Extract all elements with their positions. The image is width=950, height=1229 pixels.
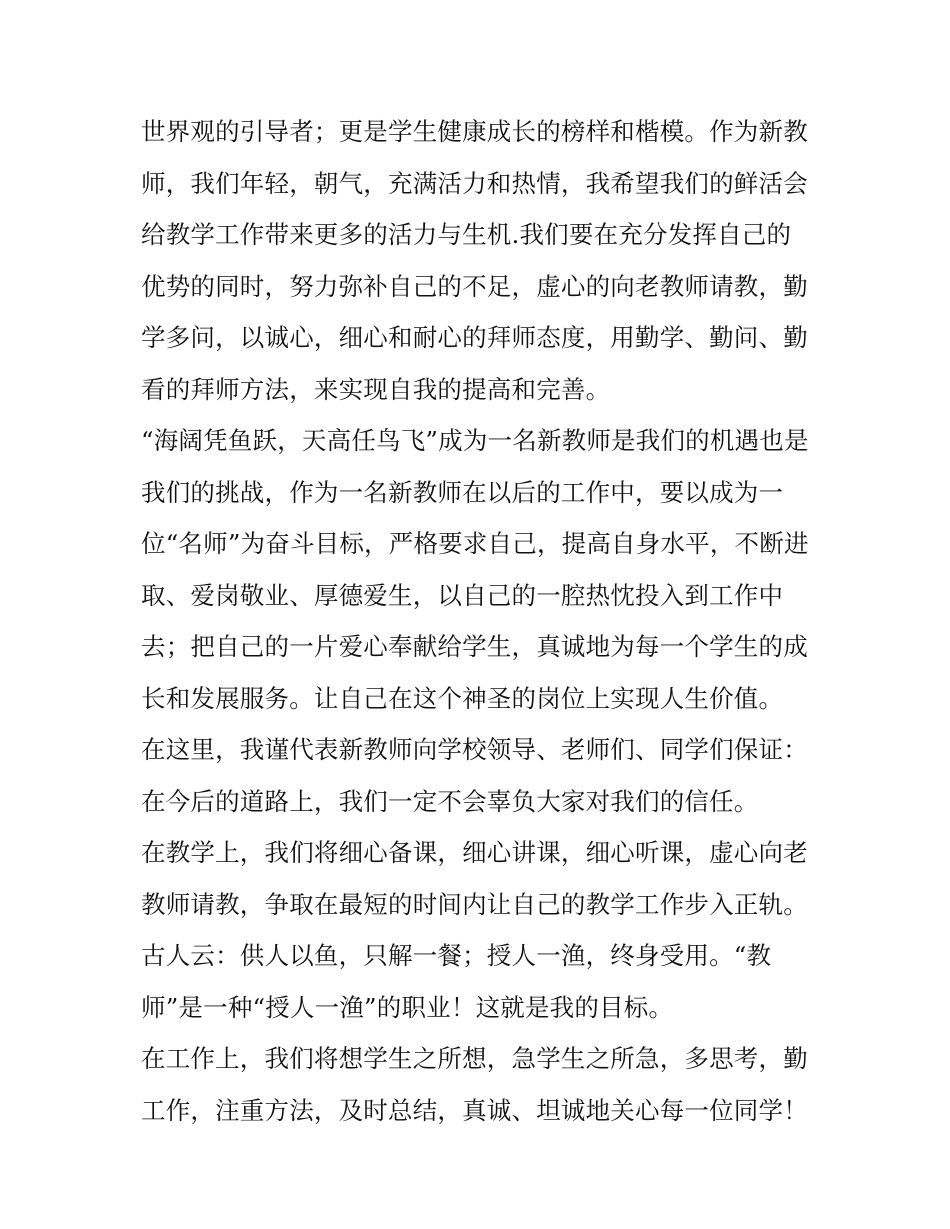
text-line: 长和发展服务。让自己在这个神圣的岗位上实现人生价值。: [141, 683, 784, 713]
text-line: 教师请教，争取在最短的时间内让自己的教学工作步入正轨。: [141, 889, 808, 919]
text-line: 我们的挑战，作为一名新教师在以后的工作中，要以成为一: [141, 477, 784, 507]
text-line: 在工作上，我们将想学生之所想，急学生之所急，多思考，勤: [141, 1044, 808, 1073]
text-line: 位“名师”为奋斗目标，严格要求自己，提高自身水平，不断进: [141, 529, 809, 558]
text-line: 在这里，我谨代表新教师向学校领导、老师们、同学们保证：: [141, 735, 808, 764]
text-line: 世界观的引导者；更是学生健康成长的榜样和楷模。作为新教: [141, 117, 808, 146]
text-line: 工作，注重方法，及时总结，真诚、坦诚地关心每一位同学！: [141, 1095, 808, 1125]
text-line: 师，我们年轻，朝气，充满活力和热情，我希望我们的鲜活会: [141, 168, 808, 198]
text-line: 学多问，以诚心，细心和耐心的拜师态度，用勤学、勤问、勤: [141, 323, 808, 352]
text-line: 去；把自己的一片爱心奉献给学生，真诚地为每一个学生的成: [141, 632, 808, 661]
body-text: [141, 106, 821, 1136]
text-line: 古人云：供人以鱼，只解一餐；授人一渔，终身受用。“教: [141, 941, 772, 970]
text-line: 取、爱岗敬业、厚德爱生，以自己的一腔热忱投入到工作中: [141, 580, 784, 610]
text-line: 师”是一种“授人一渔”的职业！这就是我的目标。: [141, 992, 674, 1022]
text-line: 优势的同时，努力弥补自己的不足，虚心的向老教师请教，勤: [141, 271, 808, 301]
text-line: 在教学上，我们将细心备课，细心讲课，细心听课，虚心向老: [141, 838, 808, 867]
text-line: 给教学工作带来更多的活力与生机.我们要在充分发挥自己的: [141, 220, 792, 249]
text-line: “海阔凭鱼跃，天高任鸟飞”成为一名新教师是我们的机遇也是: [141, 426, 809, 455]
text-line: 在今后的道路上，我们一定不会辜负大家对我们的信任。: [141, 786, 759, 816]
text-line: 看的拜师方法，来实现自我的提高和完善。: [141, 374, 611, 404]
